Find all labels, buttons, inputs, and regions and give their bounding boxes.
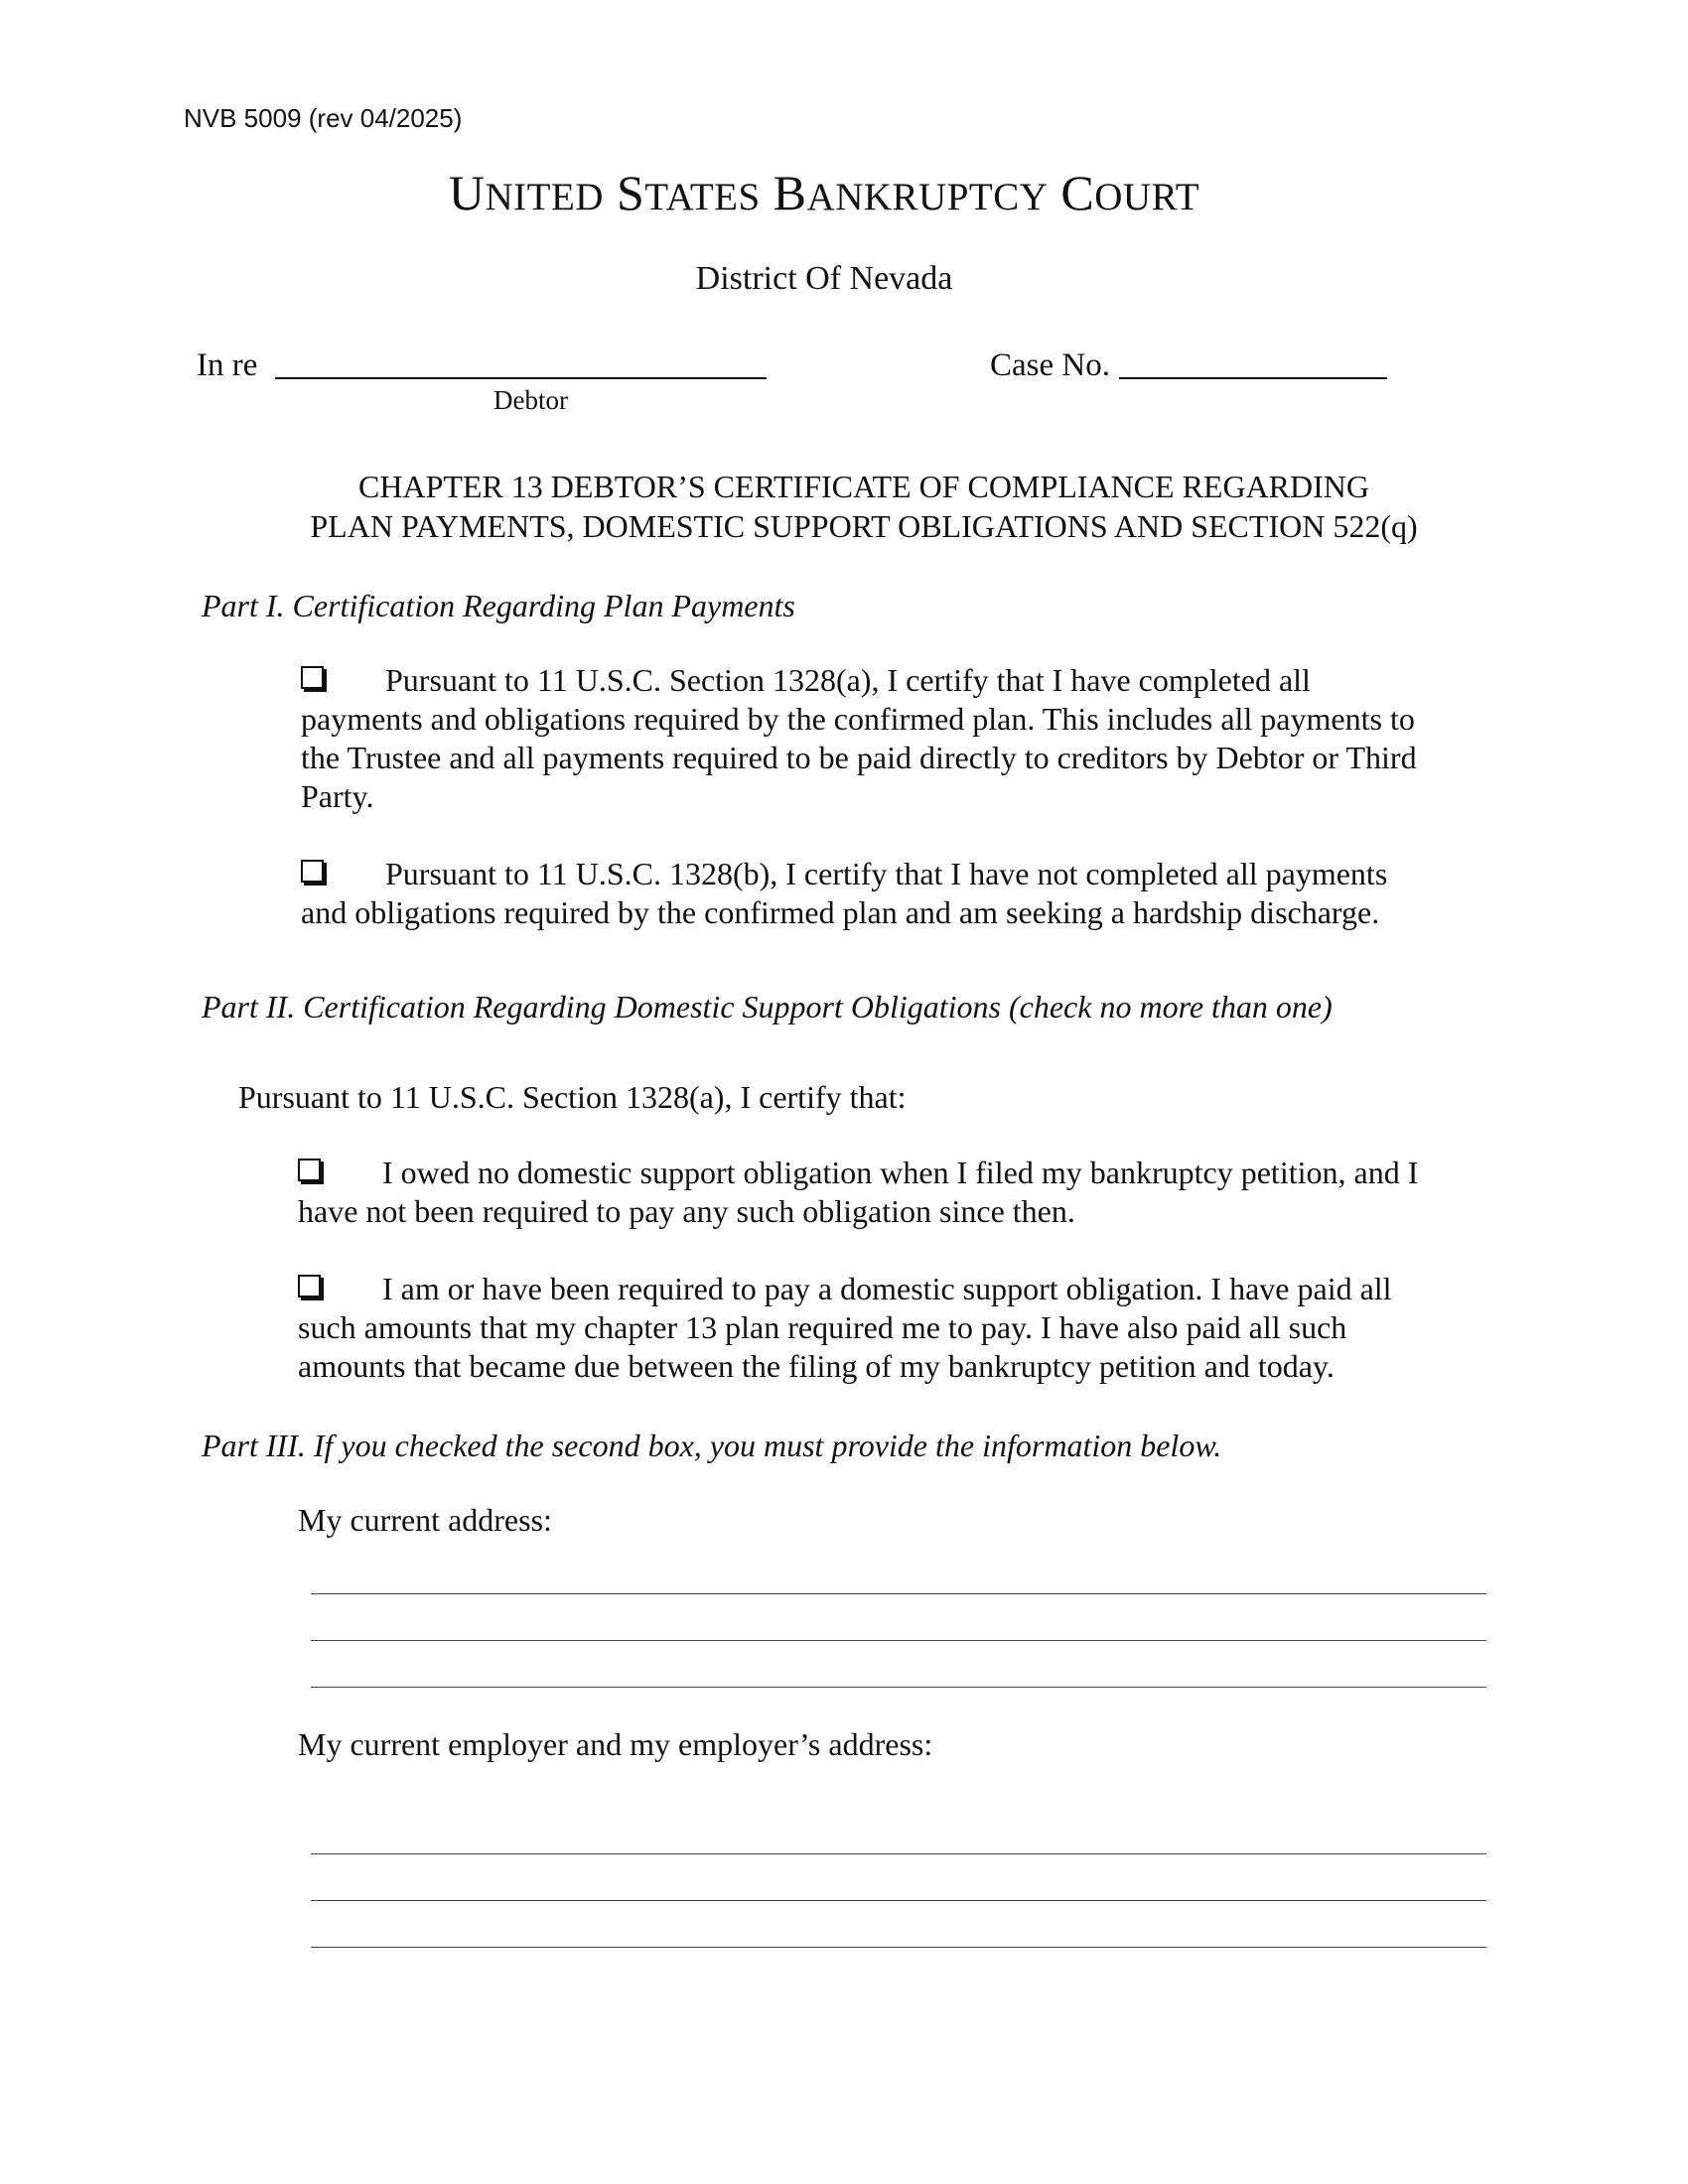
address-line-1[interactable] [311,1593,1486,1594]
form-id: NVB 5009 (rev 04/2025) [184,103,463,133]
part1-option1: Pursuant to 11 U.S.C. Section 1328(a), I certify that I have completed all payments and obligations required by the confirmed plan. This includes all payments to the Trustee and all payments required to be paid directly to creditors by Debtor or Third Party. [301,662,1417,814]
part3-heading: Part III. If you checked the second box, you must provide the information below. [202,1428,1222,1463]
address-line-2[interactable] [311,1640,1486,1641]
part2-heading: Part II. Certification Regarding Domestic Support Obligations (check no more than one) [202,989,1333,1024]
dso-paid-checkbox[interactable] [298,1275,321,1297]
case-number-field[interactable] [1119,377,1387,379]
part1-option2: Pursuant to 11 U.S.C. 1328(b), I certify that I have not completed all payments and obligations required by the confirmed plan and am seeking a hardship discharge. [301,856,1388,930]
address-line-3[interactable] [311,1687,1486,1688]
debtor-caption: Debtor [493,385,568,415]
court-title: UNITED STATES BANKRUPTCY COURT [448,165,1200,220]
plan-completed-checkbox[interactable] [301,666,324,689]
debtor-name-field[interactable] [275,377,767,379]
employer-line-2[interactable] [311,1900,1486,1901]
case-no-label: Case No. [990,347,1110,383]
part2-intro: Pursuant to 11 U.S.C. Section 1328(a), I certify that: [238,1079,907,1115]
address-label: My current address: [298,1502,552,1538]
employer-line-3[interactable] [311,1947,1486,1948]
hardship-discharge-checkbox[interactable] [301,860,324,883]
no-dso-checkbox[interactable] [298,1159,321,1181]
part1-heading: Part I. Certification Regarding Plan Payments [202,588,795,623]
in-re-label: In re [197,347,258,383]
employer-line-1[interactable] [311,1853,1486,1854]
part2-option1: I owed no domestic support obligation when I filed my bankruptcy petition, and I have not been required to pay any such obligation since then. [298,1155,1419,1229]
part2-option2: I am or have been required to pay a domestic support obligation. I have paid all such amounts that my chapter 13 plan required me to pay. I have also paid all such amounts that became due between the filing of my bankruptcy petition and today. [298,1271,1392,1384]
district: District Of Nevada [695,260,953,297]
document-title: CHAPTER 13 DEBTOR’S CERTIFICATE OF COMPLIANCE REGARDING PLAN PAYMENTS, DOMESTIC SUPPORT OBLIGATIONS AND SECTION 522(q) [310,469,1418,544]
employer-label: My current employer and my employer’s address: [298,1726,933,1762]
